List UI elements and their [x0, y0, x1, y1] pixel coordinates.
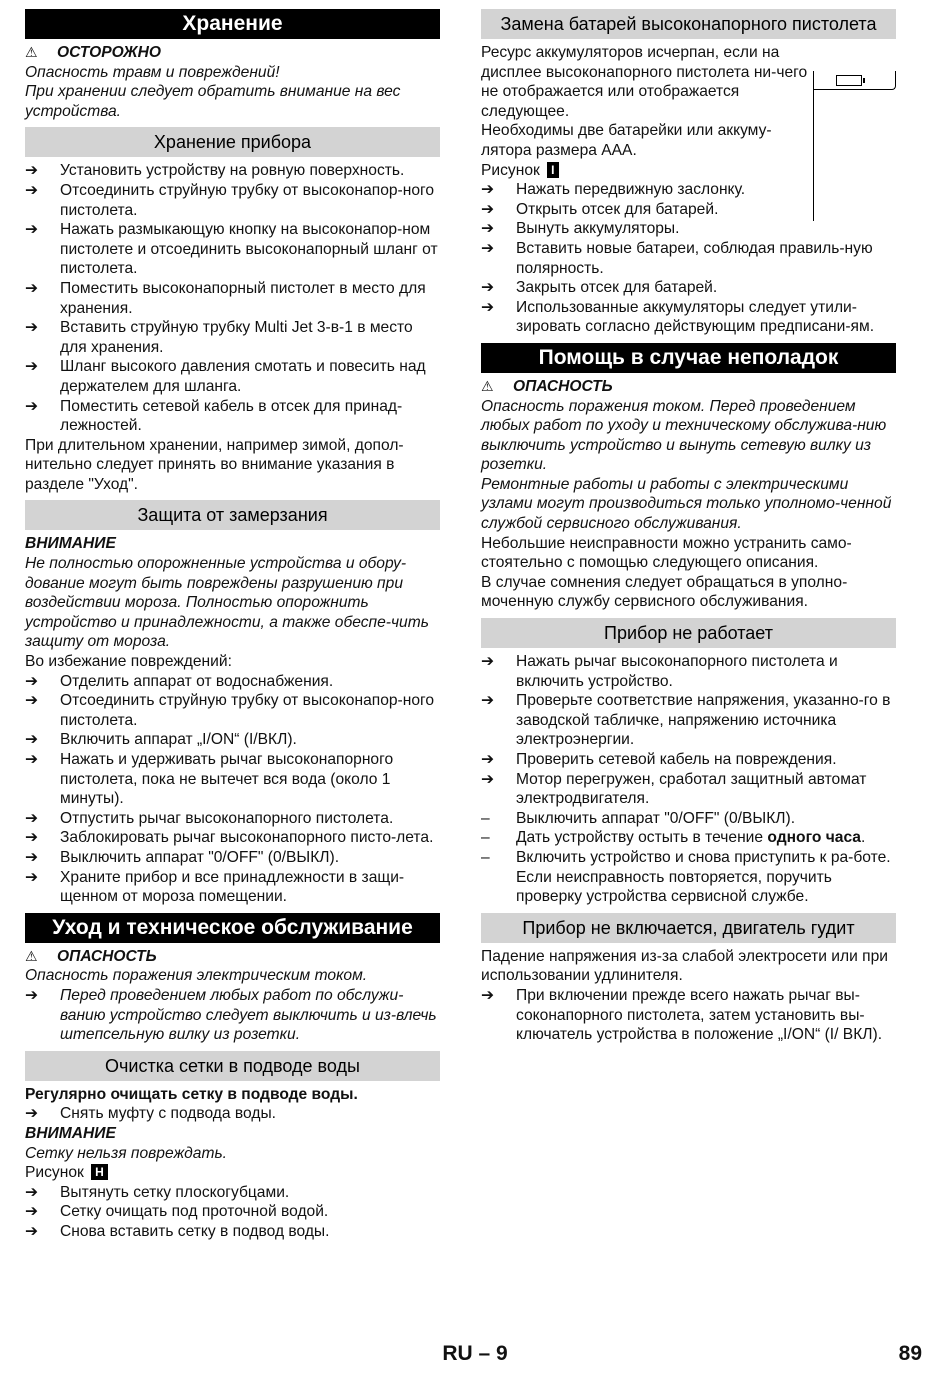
arrow-icon: ➔	[481, 298, 495, 316]
storage-note: При длительном хранении, например зимой, допол-нительно следует принять во внимание указания в разделе "Уход".	[25, 436, 404, 493]
troubleshooting-text: В случае сомнения следует обращаться в уполно-моченную службу сервисного обслуживания.	[481, 573, 848, 611]
list-item: ➔ Храните прибор и все принадлежности в защи-щенном от мороза помещении.	[25, 868, 405, 906]
danger-label: ОПАСНОСТЬ	[57, 947, 157, 965]
list-item: ➔ Перед проведением любых работ по обслужи-ванию устройство следует выключить и из-влечь штепсельную вилку из розетки.	[25, 986, 437, 1044]
list-item: ➔ Открыть отсек для батарей.	[481, 200, 719, 218]
filter-first-step	[25, 1104, 440, 1124]
arrow-icon: ➔	[25, 221, 39, 239]
list-item: – Выключить аппарат "0/OFF" (0/ВЫКЛ).	[481, 809, 796, 827]
list-item: ➔ Установить устройству на ровную поверхность.	[25, 162, 405, 180]
arrow-icon: ➔	[25, 162, 39, 180]
list-item: ➔ Проверьте соответствие напряжения, указанно-го в заводской табличке, напряжению источника электроэнергии.	[481, 692, 891, 749]
heading-hum: Прибор не включается, двигатель гудит	[481, 913, 896, 943]
page-footer-label: RU – 9	[442, 1342, 508, 1365]
warning-line: При хранении следует обратить внимание на вес устройства.	[25, 83, 401, 120]
list-item: ➔ Закрыть отсек для батарей.	[481, 279, 718, 297]
warning-danger	[25, 947, 440, 967]
maintenance-steps	[25, 986, 440, 1045]
list-item: ➔ Сетку очищать под проточной водой.	[25, 1203, 329, 1221]
device-storage-steps	[25, 161, 440, 435]
filter-steps	[25, 1183, 440, 1242]
arrow-icon: ➔	[25, 868, 39, 886]
arrow-icon: ➔	[25, 319, 39, 337]
list-item: ➔ Нажать рычаг высоконапорного пистолета и включить устройство.	[481, 653, 838, 690]
arrow-icon: ➔	[481, 239, 495, 257]
page-number: 89	[898, 1342, 922, 1365]
list-item: ➔ Мотор перегружен, сработал защитный автомат электродвигателя.	[481, 770, 867, 808]
hum-text: Падение напряжения из-за слабой электросети или при использовании удлинителя.	[481, 947, 888, 985]
arrow-icon: ➔	[25, 692, 39, 710]
heading-not-working: Прибор не работает	[481, 618, 896, 648]
arrow-icon: ➔	[25, 848, 39, 866]
troubleshooting-text: Небольшие неисправности можно устранить само-стоятельно с помощью следующего описания.	[481, 534, 852, 572]
danger-text: Опасность поражения током. Перед проведением любых работ по уходу и техническому обслужива-нию выключить устройство и вынуть сетевую вилку из розетки.	[481, 397, 887, 474]
arrow-icon: ➔	[25, 986, 39, 1004]
repair-text: Ремонтные работы и работы с электрическими узлами могут производиться только уполномо-ченной службой сервисного обслуживания.	[481, 475, 892, 533]
frost-steps	[25, 672, 440, 907]
frost-intro: Во избежание повреждений:	[25, 653, 232, 671]
list-item: ➔ Нажать размыкающую кнопку на высоконапор-ном пистолете и отсоединить высоконапорный шланг от пистолета.	[25, 221, 438, 278]
arrow-icon: ➔	[25, 809, 39, 827]
heading-frost: Защита от замерзания	[25, 500, 440, 530]
list-item: ➔ Нажать передвижную заслонку.	[481, 181, 746, 199]
arrow-icon: ➔	[25, 829, 39, 847]
arrow-icon: ➔	[481, 986, 495, 1004]
list-item: ➔ Снять муфту с подвода воды.	[25, 1105, 276, 1123]
arrow-icon: ➔	[481, 279, 495, 297]
arrow-icon: ➔	[481, 692, 495, 710]
attention-text: Сетку нельзя повреждать.	[25, 1144, 227, 1162]
heading-filter: Очистка сетки в подводе воды	[25, 1051, 440, 1081]
arrow-icon: ➔	[25, 1203, 39, 1221]
list-item: ➔ Отделить аппарат от водоснабжения.	[25, 672, 334, 690]
arrow-icon: ➔	[25, 672, 39, 690]
arrow-icon: ➔	[481, 220, 495, 238]
attention-label: ВНИМАНИЕ	[25, 1124, 116, 1142]
figure-badge: I	[547, 162, 558, 178]
arrow-icon: ➔	[481, 751, 495, 768]
heading-battery: Замена батарей высоконапорного пистолета	[481, 9, 896, 39]
heading-device-storage: Хранение прибора	[25, 127, 440, 157]
list-item: ➔ Вытянуть сетку плоскогубцами.	[25, 1183, 290, 1201]
arrow-icon: ➔	[25, 731, 39, 749]
arrow-icon: ➔	[25, 1183, 39, 1201]
battery-icon	[836, 75, 862, 86]
battery-text: Ресурс аккумуляторов исчерпан, если на дисплее высоконапорного пистолета ни-чего не отображается или отображается следующее. Необходимы две батарейки или аккуму-лятора размера AAA. Рисунок I	[481, 43, 811, 180]
warning-icon: ⚠	[481, 377, 494, 394]
heading-maintenance: Уход и техническое обслуживание	[25, 913, 440, 943]
warning-label: ОСТОРОЖНО	[57, 44, 162, 61]
arrow-icon: ➔	[25, 181, 39, 199]
right-column	[481, 9, 896, 1045]
arrow-icon: ➔	[481, 653, 495, 671]
warning-icon: ⚠	[25, 44, 38, 60]
arrow-icon: ➔	[25, 1105, 39, 1123]
figure-badge: H	[91, 1164, 108, 1180]
list-item: ➔ Отсоединить струйную трубку от высоконапор-ного пистолета.	[25, 692, 435, 729]
attention-label: ВНИМАНИЕ	[25, 535, 116, 553]
list-item: ➔ Отпустить рычаг высоконапорного пистолета.	[25, 809, 394, 827]
list-item: ➔ При включении прежде всего нажать рычаг вы-соконапорного пистолета, затем установить вы-ключатель устройства в положение „I/ON“ (I/ ВКЛ).	[481, 986, 883, 1044]
list-item: ➔ Нажать и удерживать рычаг высоконапорного пистолета, пока не вытечет вся вода (около 1 минуты).	[25, 751, 394, 808]
list-item: ➔ Вставить новые батареи, соблюдая правиль-ную полярность.	[481, 239, 873, 277]
filter-bold-line: Регулярно очищать сетку в подводе воды.	[25, 1085, 358, 1103]
list-item: ➔ Заблокировать рычаг высоконапорного писто-лета.	[25, 829, 434, 847]
battery-figure	[813, 71, 896, 221]
list-item: ➔ Использованные аккумуляторы следует утили-зировать согласно действующим предписани-ям.	[481, 298, 875, 336]
list-item: – Дать устройству остыть в течение одного часа.	[481, 829, 866, 847]
list-item: ➔ Включить аппарат „I/ON“ (I/ВКЛ).	[25, 731, 297, 749]
heading-troubleshooting: Помощь в случае неполадок	[481, 343, 896, 373]
left-column	[25, 9, 440, 1241]
arrow-icon: ➔	[481, 181, 495, 199]
list-item: ➔ Проверить сетевой кабель на повреждения.	[481, 751, 837, 768]
dash-icon: –	[481, 848, 490, 866]
warning-icon: ⚠	[25, 947, 38, 964]
arrow-icon: ➔	[25, 751, 39, 768]
list-item: ➔ Поместить сетевой кабель в отсек для принад-лежностей.	[25, 397, 403, 435]
list-item: ➔ Вставить струйную трубку Multi Jet 3-в-1 в место для хранения.	[25, 319, 413, 356]
danger-label: ОПАСНОСТЬ	[513, 377, 613, 395]
figure-reference: Рисунок H	[25, 1163, 440, 1183]
list-item: ➔ Шланг высокого давления смотать и повесить над держателем для шланга.	[25, 358, 426, 395]
list-item: ➔ Отсоединить струйную трубку от высоконапор-ного пистолета.	[25, 181, 435, 219]
list-item: – Включить устройство и снова приступить к ра-боте. Если неисправность повторяется, поручить проверку устройства сервисной службе.	[481, 848, 891, 906]
arrow-icon: ➔	[25, 397, 39, 415]
warning-caution	[25, 43, 440, 63]
list-item: ➔ Поместить высоконапорный пистолет в место для хранения.	[25, 279, 426, 317]
figure-reference: Рисунок I	[481, 161, 811, 181]
not-working-steps	[481, 652, 896, 907]
arrow-icon: ➔	[25, 1222, 39, 1240]
heading-storage: Хранение	[25, 9, 440, 39]
list-item: ➔ Снова вставить сетку в подвод воды.	[25, 1222, 330, 1240]
hum-steps	[481, 986, 896, 1045]
arrow-icon: ➔	[25, 279, 39, 297]
dash-icon: –	[481, 809, 490, 827]
list-item: ➔ Выключить аппарат "0/OFF" (0/ВЫКЛ).	[25, 848, 340, 866]
dash-icon: –	[481, 829, 490, 847]
arrow-icon: ➔	[481, 200, 495, 218]
warning-danger	[481, 377, 896, 397]
arrow-icon: ➔	[25, 358, 39, 376]
list-item: ➔ Вынуть аккумуляторы.	[481, 220, 680, 238]
arrow-icon: ➔	[481, 770, 495, 788]
danger-text: Опасность поражения электрическим током.	[25, 967, 368, 985]
attention-text: Не полностью опорожненные устройства и обору-дование могут быть повреждены разрушению при воздействии мороза. Полностью опорожнить устройство и принадлежности, а также обеспе-чить защиту от мороза.	[25, 555, 429, 651]
warning-line: Опасность травм и повреждений!	[25, 63, 280, 81]
